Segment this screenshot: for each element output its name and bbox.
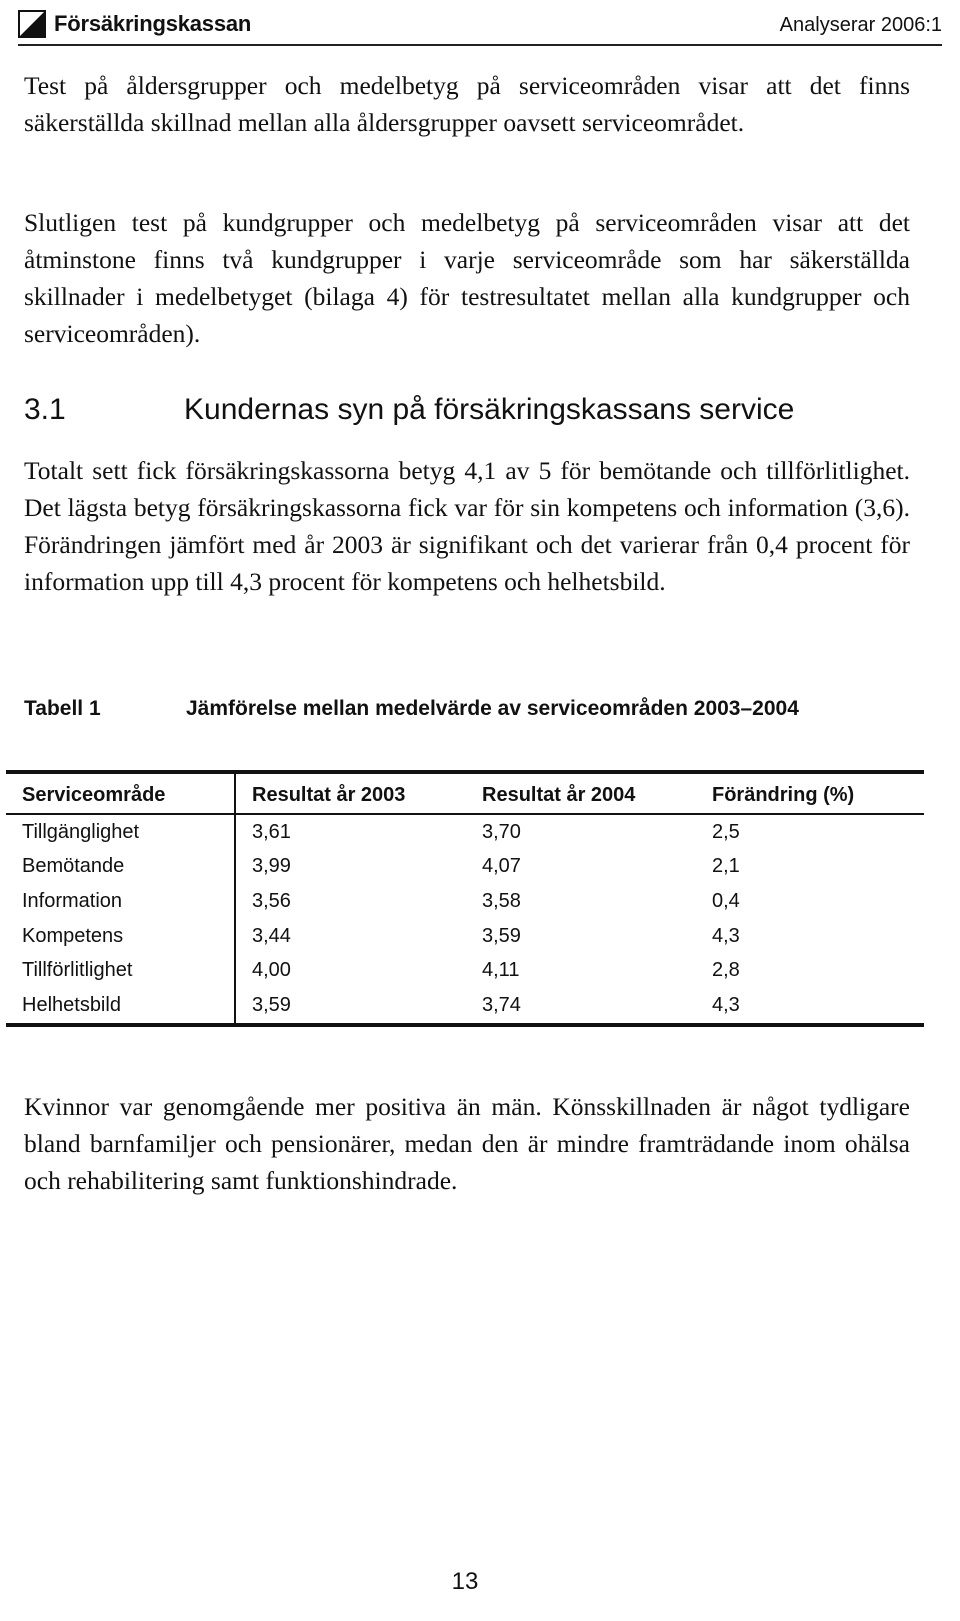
table-cell: 4,07: [482, 855, 521, 878]
table-cell: Bemötande: [6, 850, 235, 885]
section-heading: [24, 393, 794, 427]
table-cell: 3,59: [482, 924, 521, 947]
table-cell: 3,99: [252, 855, 291, 878]
table-cell: 0,4: [712, 889, 740, 912]
table-cell: Kompetens: [6, 919, 235, 954]
table-cell: 3,74: [482, 993, 521, 1016]
table-header-row: [6, 772, 924, 814]
table-cell: 2,8: [712, 959, 740, 982]
paragraph-age-groups: Test på åldersgrupper och medelbetyg på serviceområden visar att det finns säkerställda skillnad mellan alla åldersgrupper oavsett serviceområdet.: [24, 71, 910, 137]
table-row: [6, 884, 924, 919]
table-cell: 3,44: [252, 924, 291, 947]
table-cell: 2,5: [712, 820, 740, 843]
table-row: [6, 850, 924, 885]
table-cell: 3,59: [252, 993, 291, 1016]
table-cell: 4,3: [712, 924, 740, 947]
table-label: Tabell 1: [24, 697, 101, 720]
column-header: Serviceområde: [6, 772, 235, 814]
table-row: [6, 919, 924, 954]
table-title: Jämförelse mellan medelvärde av serviceområden 2003–2004: [186, 697, 799, 720]
brand-name: Försäkringskassan: [54, 11, 252, 36]
paragraph-gender-differences: Kvinnor var genomgående mer positiva än män. Könsskillnaden är något tydligare bland barnfamiljer och pensionärer, medan den är mindre framträdande inom ohälsa och rehabilitering samt funktionshindrade.: [24, 1092, 910, 1195]
table-cell: 4,11: [482, 959, 520, 982]
table-cell: 3,58: [482, 889, 521, 912]
table-cell: 4,00: [252, 959, 291, 982]
table-cell: 2,1: [712, 855, 740, 878]
document-reference: Analyserar 2006:1: [779, 14, 942, 36]
column-header: Resultat år 2004: [482, 783, 636, 806]
table-cell: Helhetsbild: [6, 988, 235, 1025]
page-header: [18, 4, 942, 46]
table-cell: 3,61: [252, 820, 291, 843]
table-cell: 3,70: [482, 820, 521, 843]
table-row: [6, 814, 924, 850]
service-comparison-table: [6, 770, 924, 1027]
section-title: Kundernas syn på försäkringskassans service: [184, 393, 795, 426]
brand-logo: [18, 10, 251, 38]
table-caption: [24, 693, 914, 725]
table-row: [6, 988, 924, 1025]
page-number: 13: [451, 1568, 479, 1595]
paragraph-service-ratings: Totalt sett fick försäkringskassorna betyg 4,1 av 5 för bemötande och tillförlitlighet. Det lägsta betyg försäkringskassorna fick var för sin kompetens och information (3,6). Förändringen jämfört med år 2003 är signifikant och det varierar från 0,4 procent för information upp till 4,3 procent för kompetens och helhetsbild.: [24, 456, 910, 596]
table-cell: 3,56: [252, 889, 291, 912]
table-cell: Tillförlitlighet: [6, 953, 235, 988]
table-cell: 4,3: [712, 993, 740, 1016]
logo-mark-icon: [18, 10, 46, 38]
table-cell: Information: [6, 884, 235, 919]
table-row: [6, 953, 924, 988]
section-number: 3.1: [24, 393, 66, 426]
column-header: Resultat år 2003: [252, 783, 406, 806]
column-header: Förändring (%): [712, 783, 855, 806]
table-cell: Tillgänglighet: [6, 814, 235, 850]
paragraph-customer-groups: Slutligen test på kundgrupper och medelbetyg på serviceområden visar att det åtminstone finns två kundgrupper i varje serviceområde som har säkerställda skillnader i medelbetyget (bilaga 4) för testresultatet mellan alla kundgrupper och serviceområden).: [24, 208, 910, 348]
